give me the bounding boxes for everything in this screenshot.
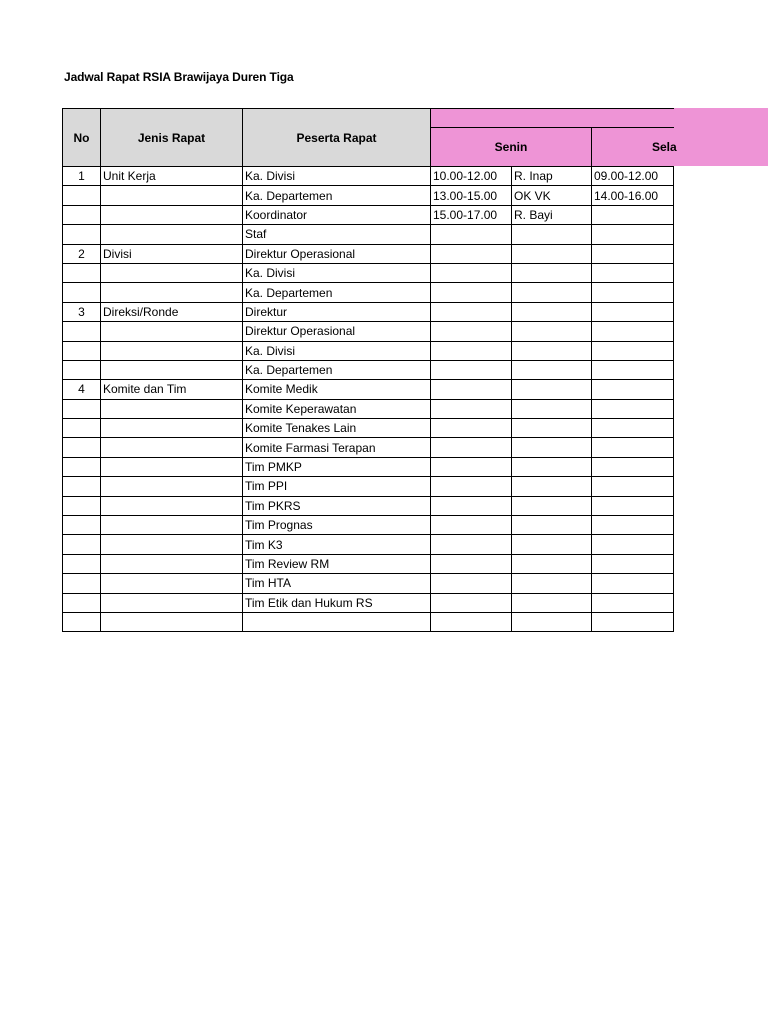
cell-jenis-rapat[interactable] xyxy=(101,477,243,496)
cell-no[interactable] xyxy=(63,574,101,593)
cell-jenis-rapat[interactable] xyxy=(101,554,243,573)
cell-senin-waktu[interactable] xyxy=(431,477,512,496)
document-title: Jadwal Rapat RSIA Brawijaya Duren Tiga xyxy=(64,70,294,84)
cell-senin-tempat[interactable] xyxy=(512,574,592,593)
cell-selasa-waktu[interactable] xyxy=(592,457,674,476)
cell-no[interactable]: 2 xyxy=(63,244,101,263)
cell-jenis-rapat[interactable] xyxy=(101,496,243,515)
cell-senin-tempat[interactable] xyxy=(512,419,592,438)
cell-selasa-waktu[interactable] xyxy=(592,535,674,554)
cell-no[interactable] xyxy=(63,612,101,631)
cell-no[interactable] xyxy=(63,535,101,554)
cell-jenis-rapat[interactable]: Direksi/Ronde xyxy=(101,302,243,321)
cell-senin-waktu[interactable] xyxy=(431,496,512,515)
cell-senin-waktu[interactable] xyxy=(431,457,512,476)
header-jenis-rapat[interactable]: Jenis Rapat xyxy=(101,109,243,167)
cell-senin-waktu[interactable] xyxy=(431,341,512,360)
cell-senin-waktu[interactable] xyxy=(431,438,512,457)
schedule-table-body xyxy=(63,109,677,632)
cell-senin-tempat[interactable] xyxy=(512,302,592,321)
cell-peserta-rapat[interactable]: Komite Tenakes Lain xyxy=(243,419,431,438)
schedule-table xyxy=(62,108,677,632)
cell-no[interactable] xyxy=(63,438,101,457)
cell-peserta-rapat[interactable]: Ka. Departemen xyxy=(243,186,431,205)
cell-no[interactable] xyxy=(63,419,101,438)
table-row xyxy=(63,263,674,282)
table-row xyxy=(63,380,674,399)
cell-jenis-rapat[interactable] xyxy=(101,360,243,379)
table-row xyxy=(63,612,674,631)
cell-senin-tempat[interactable] xyxy=(512,399,592,418)
table-row xyxy=(63,593,674,612)
cell-no[interactable] xyxy=(63,322,101,341)
cell-senin-waktu[interactable] xyxy=(431,419,512,438)
table-row xyxy=(63,457,674,476)
table-row xyxy=(63,496,674,515)
table-row xyxy=(63,399,674,418)
cell-senin-tempat[interactable]: R. Bayi xyxy=(512,205,592,224)
cell-senin-waktu[interactable]: 13.00-15.00 xyxy=(431,186,512,205)
table-row xyxy=(63,341,674,360)
cell-peserta-rapat[interactable]: Komite Keperawatan xyxy=(243,399,431,418)
cell-jenis-rapat[interactable] xyxy=(101,419,243,438)
cell-senin-tempat[interactable] xyxy=(512,438,592,457)
table-row xyxy=(63,302,674,321)
cell-peserta-rapat[interactable]: Tim Review RM xyxy=(243,554,431,573)
cell-senin-waktu[interactable]: 10.00-12.00 xyxy=(431,167,512,186)
cell-jenis-rapat[interactable] xyxy=(101,593,243,612)
cell-no[interactable]: 1 xyxy=(63,167,101,186)
cell-selasa-waktu[interactable]: 09.00-12.00 xyxy=(592,167,674,186)
cell-no[interactable] xyxy=(63,205,101,224)
cell-jenis-rapat[interactable] xyxy=(101,516,243,535)
cell-senin-tempat[interactable] xyxy=(512,554,592,573)
cell-no[interactable] xyxy=(63,477,101,496)
cell-senin-waktu[interactable]: 15.00-17.00 xyxy=(431,205,512,224)
cell-selasa-waktu[interactable] xyxy=(592,496,674,515)
header-band-overflow xyxy=(673,108,768,166)
cell-selasa-waktu[interactable] xyxy=(592,263,674,282)
cell-selasa-waktu[interactable] xyxy=(592,302,674,321)
cell-senin-waktu[interactable] xyxy=(431,399,512,418)
table-row xyxy=(63,186,674,205)
cell-senin-tempat[interactable] xyxy=(512,593,592,612)
cell-peserta-rapat[interactable]: Tim Etik dan Hukum RS xyxy=(243,593,431,612)
cell-senin-waktu[interactable] xyxy=(431,302,512,321)
cell-peserta-rapat[interactable]: Staf xyxy=(243,225,431,244)
cell-no[interactable] xyxy=(63,225,101,244)
cell-senin-tempat[interactable]: OK VK xyxy=(512,186,592,205)
cell-senin-tempat[interactable] xyxy=(512,612,592,631)
cell-jenis-rapat[interactable]: Komite dan Tim xyxy=(101,380,243,399)
cell-peserta-rapat[interactable]: Ka. Divisi xyxy=(243,341,431,360)
table-row xyxy=(63,225,674,244)
cell-peserta-rapat[interactable]: Ka. Departemen xyxy=(243,283,431,302)
cell-peserta-rapat[interactable]: Ka. Divisi xyxy=(243,263,431,282)
cell-peserta-rapat[interactable]: Direktur xyxy=(243,302,431,321)
cell-peserta-rapat[interactable] xyxy=(243,612,431,631)
cell-no[interactable] xyxy=(63,341,101,360)
cell-senin-tempat[interactable] xyxy=(512,263,592,282)
cell-selasa-waktu[interactable] xyxy=(592,438,674,457)
cell-peserta-rapat[interactable]: Ka. Divisi xyxy=(243,167,431,186)
header-days-band[interactable] xyxy=(431,109,674,128)
cell-jenis-rapat[interactable] xyxy=(101,205,243,224)
cell-no[interactable]: 4 xyxy=(63,380,101,399)
cell-senin-waktu[interactable] xyxy=(431,554,512,573)
cell-no[interactable]: 3 xyxy=(63,302,101,321)
cell-senin-waktu[interactable] xyxy=(431,263,512,282)
cell-jenis-rapat[interactable] xyxy=(101,322,243,341)
cell-jenis-rapat[interactable] xyxy=(101,399,243,418)
cell-peserta-rapat[interactable]: Tim HTA xyxy=(243,574,431,593)
cell-no[interactable] xyxy=(63,593,101,612)
cell-senin-waktu[interactable] xyxy=(431,380,512,399)
cell-senin-tempat[interactable] xyxy=(512,496,592,515)
cell-senin-waktu[interactable] xyxy=(431,593,512,612)
table-row xyxy=(63,516,674,535)
table-row xyxy=(63,535,674,554)
cell-jenis-rapat[interactable] xyxy=(101,341,243,360)
cell-jenis-rapat[interactable] xyxy=(101,186,243,205)
cell-senin-waktu[interactable] xyxy=(431,535,512,554)
cell-selasa-waktu[interactable] xyxy=(592,341,674,360)
table-row xyxy=(63,554,674,573)
cell-senin-waktu[interactable] xyxy=(431,516,512,535)
cell-jenis-rapat[interactable] xyxy=(101,574,243,593)
table-row xyxy=(63,283,674,302)
cell-senin-tempat[interactable] xyxy=(512,225,592,244)
cell-peserta-rapat[interactable]: Direktur Operasional xyxy=(243,244,431,263)
cell-jenis-rapat[interactable] xyxy=(101,535,243,554)
cell-selasa-waktu[interactable] xyxy=(592,516,674,535)
cell-no[interactable] xyxy=(63,186,101,205)
cell-senin-waktu[interactable] xyxy=(431,322,512,341)
cell-jenis-rapat[interactable]: Divisi xyxy=(101,244,243,263)
table-row xyxy=(63,477,674,496)
cell-senin-tempat[interactable] xyxy=(512,516,592,535)
header-row xyxy=(63,109,674,128)
cell-selasa-waktu[interactable] xyxy=(592,322,674,341)
cell-senin-tempat[interactable] xyxy=(512,477,592,496)
table-row xyxy=(63,574,674,593)
cell-peserta-rapat[interactable]: Tim Prognas xyxy=(243,516,431,535)
cell-selasa-waktu[interactable] xyxy=(592,612,674,631)
table-row xyxy=(63,419,674,438)
cell-peserta-rapat[interactable]: Tim K3 xyxy=(243,535,431,554)
header-day-selasa[interactable]: Sela xyxy=(592,128,674,167)
cell-peserta-rapat[interactable]: Ka. Departemen xyxy=(243,360,431,379)
cell-jenis-rapat[interactable] xyxy=(101,457,243,476)
cell-no[interactable] xyxy=(63,399,101,418)
cell-senin-tempat[interactable] xyxy=(512,380,592,399)
cell-senin-waktu[interactable] xyxy=(431,612,512,631)
cell-senin-waktu[interactable] xyxy=(431,574,512,593)
table-row xyxy=(63,205,674,224)
cell-no[interactable] xyxy=(63,457,101,476)
table-row xyxy=(63,167,674,186)
cell-jenis-rapat[interactable] xyxy=(101,438,243,457)
cell-jenis-rapat[interactable] xyxy=(101,225,243,244)
cell-senin-waktu[interactable] xyxy=(431,360,512,379)
cell-no[interactable] xyxy=(63,554,101,573)
cell-senin-tempat[interactable] xyxy=(512,457,592,476)
cell-selasa-waktu[interactable] xyxy=(592,419,674,438)
cell-peserta-rapat[interactable]: Direktur Operasional xyxy=(243,322,431,341)
cell-peserta-rapat[interactable]: Tim PKRS xyxy=(243,496,431,515)
cell-senin-tempat[interactable]: R. Inap xyxy=(512,167,592,186)
cell-senin-tempat[interactable] xyxy=(512,535,592,554)
cell-no[interactable] xyxy=(63,283,101,302)
header-peserta-rapat[interactable]: Peserta Rapat xyxy=(243,109,431,167)
cell-no[interactable] xyxy=(63,360,101,379)
cell-peserta-rapat[interactable]: Komite Farmasi Terapan xyxy=(243,438,431,457)
table-row xyxy=(63,322,674,341)
cell-selasa-waktu[interactable] xyxy=(592,360,674,379)
cell-selasa-waktu[interactable] xyxy=(592,399,674,418)
cell-selasa-waktu[interactable] xyxy=(592,205,674,224)
header-day-senin[interactable]: Senin xyxy=(431,128,592,167)
cell-senin-tempat[interactable] xyxy=(512,360,592,379)
cell-selasa-waktu[interactable] xyxy=(592,593,674,612)
cell-senin-waktu[interactable] xyxy=(431,283,512,302)
table-row xyxy=(63,244,674,263)
cell-peserta-rapat[interactable]: Tim PPI xyxy=(243,477,431,496)
cell-senin-waktu[interactable] xyxy=(431,244,512,263)
cell-no[interactable] xyxy=(63,263,101,282)
cell-senin-tempat[interactable] xyxy=(512,341,592,360)
cell-selasa-waktu[interactable] xyxy=(592,244,674,263)
cell-jenis-rapat[interactable]: Unit Kerja xyxy=(101,167,243,186)
cell-peserta-rapat[interactable]: Tim PMKP xyxy=(243,457,431,476)
cell-peserta-rapat[interactable]: Koordinator xyxy=(243,205,431,224)
cell-no[interactable] xyxy=(63,496,101,515)
cell-selasa-waktu[interactable] xyxy=(592,477,674,496)
cell-selasa-waktu[interactable] xyxy=(592,225,674,244)
cell-selasa-waktu[interactable]: 14.00-16.00 xyxy=(592,186,674,205)
cell-peserta-rapat[interactable]: Komite Medik xyxy=(243,380,431,399)
table-row xyxy=(63,360,674,379)
cell-jenis-rapat[interactable] xyxy=(101,263,243,282)
cell-no[interactable] xyxy=(63,516,101,535)
cell-senin-tempat[interactable] xyxy=(512,322,592,341)
cell-jenis-rapat[interactable] xyxy=(101,283,243,302)
header-no[interactable]: No xyxy=(63,109,101,167)
cell-selasa-waktu[interactable] xyxy=(592,283,674,302)
cell-senin-tempat[interactable] xyxy=(512,244,592,263)
cell-selasa-waktu[interactable] xyxy=(592,380,674,399)
cell-jenis-rapat[interactable] xyxy=(101,612,243,631)
cell-selasa-waktu[interactable] xyxy=(592,554,674,573)
table-row xyxy=(63,438,674,457)
cell-selasa-waktu[interactable] xyxy=(592,574,674,593)
cell-senin-tempat[interactable] xyxy=(512,283,592,302)
cell-senin-waktu[interactable] xyxy=(431,225,512,244)
